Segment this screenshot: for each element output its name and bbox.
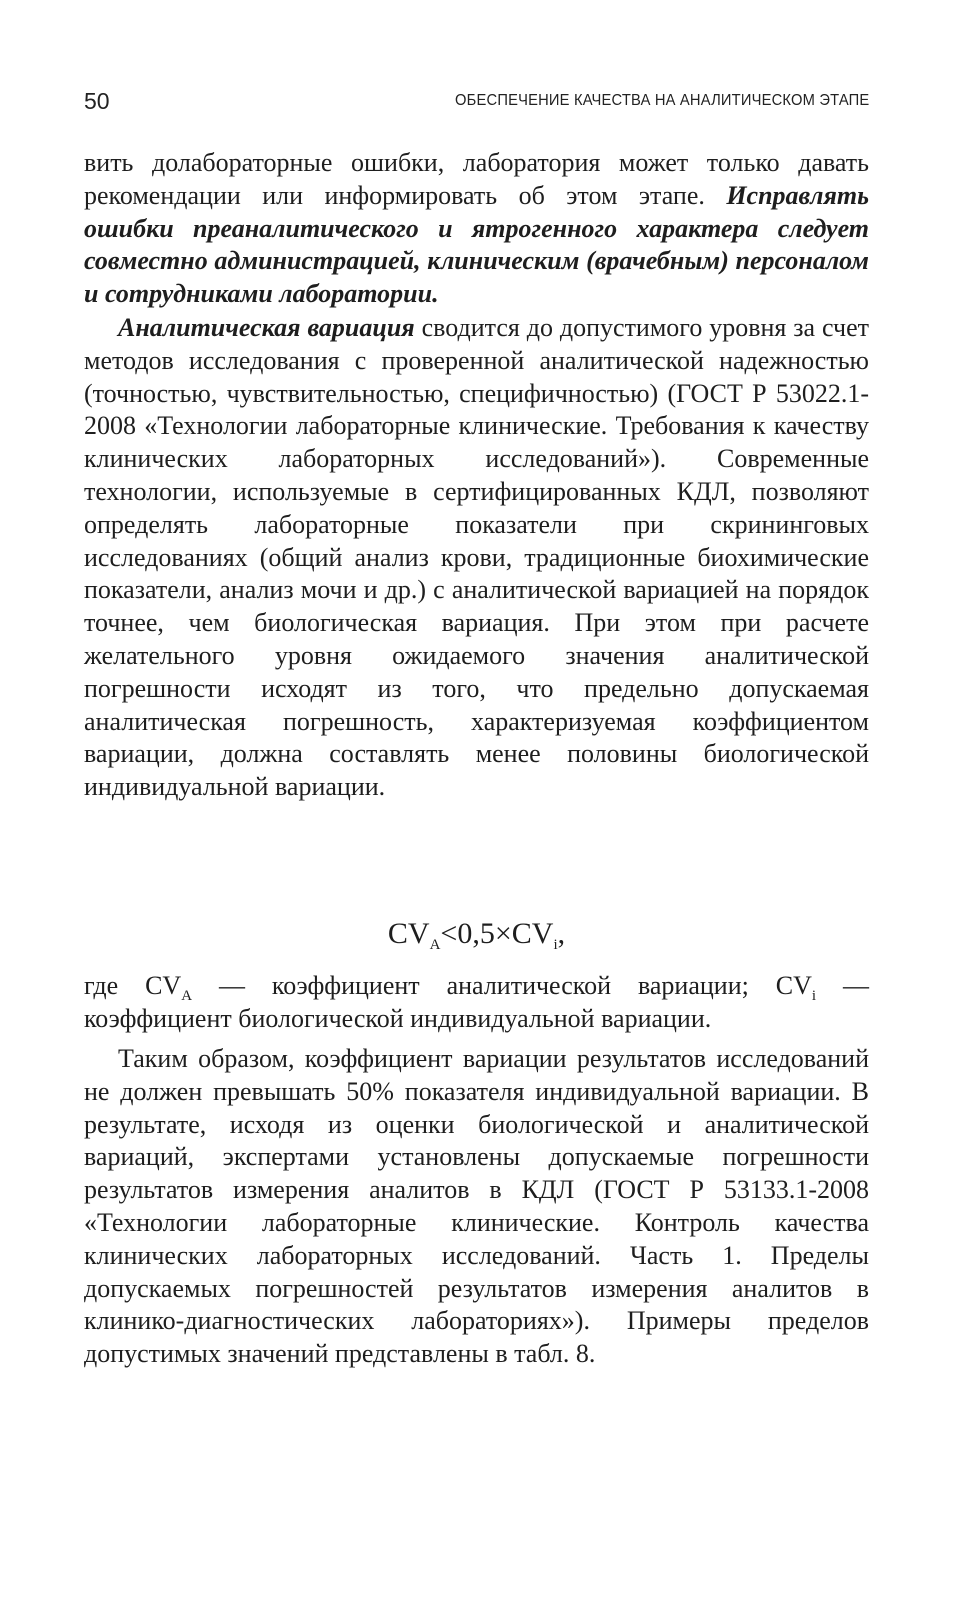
paragraph-2-lead-term: Аналитическая вариация bbox=[118, 313, 415, 342]
formula-rhs-subscript: i bbox=[553, 937, 558, 953]
running-head: ОБЕСПЕЧЕНИЕ КАЧЕСТВА НА АНАЛИТИЧЕСКОМ ЭТАПЕ bbox=[454, 92, 869, 109]
paragraph-2 bbox=[84, 312, 869, 804]
formula bbox=[84, 912, 869, 956]
page-number: 50 bbox=[84, 88, 110, 114]
paragraph-3-suffix: — коэффициент биологической индивидуальной вариации. bbox=[84, 971, 869, 1033]
paragraph-1-text: вить долабораторные ошибки, лаборатория может только давать рекомендации или информировать об этом этапе. bbox=[84, 148, 869, 210]
paragraph-3-subscript-i: i bbox=[811, 988, 817, 1004]
paragraph-4-text: Таким образом, коэффициент вариации результатов исследований не должен превышать 50% показателя индивидуальной вариации. В результате, исходя из оценки биологической и аналитической вариаций, экспертами установлены допускаемые погрешности результатов измерения аналитов в КДЛ (ГОСТ Р 53133.1-2008 «Технологии лабораторные клинические. Контроль качества клинических лабораторных исследований. Часть 1. Пределы допускаемых погрешностей результатов измерения аналитов в клинико-диагностических лабораториях»). Примеры пределов допустимых значений представлены в табл. 8. bbox=[84, 1044, 869, 1369]
paragraph-2-text: сводится до допустимого уровня за счет методов исследования с проверенной аналитической надежностью (точностью, чувствительностью, специфичностью) (ГОСТ Р 53022.1-2008 «Технологии лабораторные клинические. Требования к качеству клинических лабораторных исследований»). Современные технологии, используемые в сертифицированных КДЛ, позволяют определять лабораторные показатели при скрининговых исследованиях (общий анализ крови, традиционные биохимические показатели, анализ мочи и др.) с аналитической вариацией на порядок точнее, чем биологическая вариация. При этом при расчете желательного уровня ожидаемого значения аналитической погрешности исходят из того, что предельно допускаемая аналитическая погрешность, характеризуемая коэффициентом вариации, должна составлять менее половины биологической индивидуальной вариации. bbox=[84, 313, 870, 802]
paragraph-4 bbox=[84, 1043, 869, 1371]
paragraph-3-prefix: где CV bbox=[84, 971, 182, 1000]
paragraph-3-subscript-a: A bbox=[181, 988, 193, 1004]
paragraph-3 bbox=[84, 970, 869, 1036]
formula-operator: <0,5×CV bbox=[440, 917, 554, 950]
formula-lhs-subscript: A bbox=[429, 937, 441, 953]
paragraph-3-middle: — коэффициент аналитической вариации; CV bbox=[218, 971, 812, 1000]
formula-lhs: CV bbox=[387, 917, 430, 950]
paragraph-1-emphasis: Исправлять ошибки преаналитического и ятрогенного характера следует совместно администрацией, клиническим (врачебным) персоналом и сотрудниками лаборатории. bbox=[84, 180, 869, 309]
paragraph-1 bbox=[84, 147, 869, 311]
page-header bbox=[84, 88, 869, 122]
formula-end: , bbox=[557, 917, 566, 950]
